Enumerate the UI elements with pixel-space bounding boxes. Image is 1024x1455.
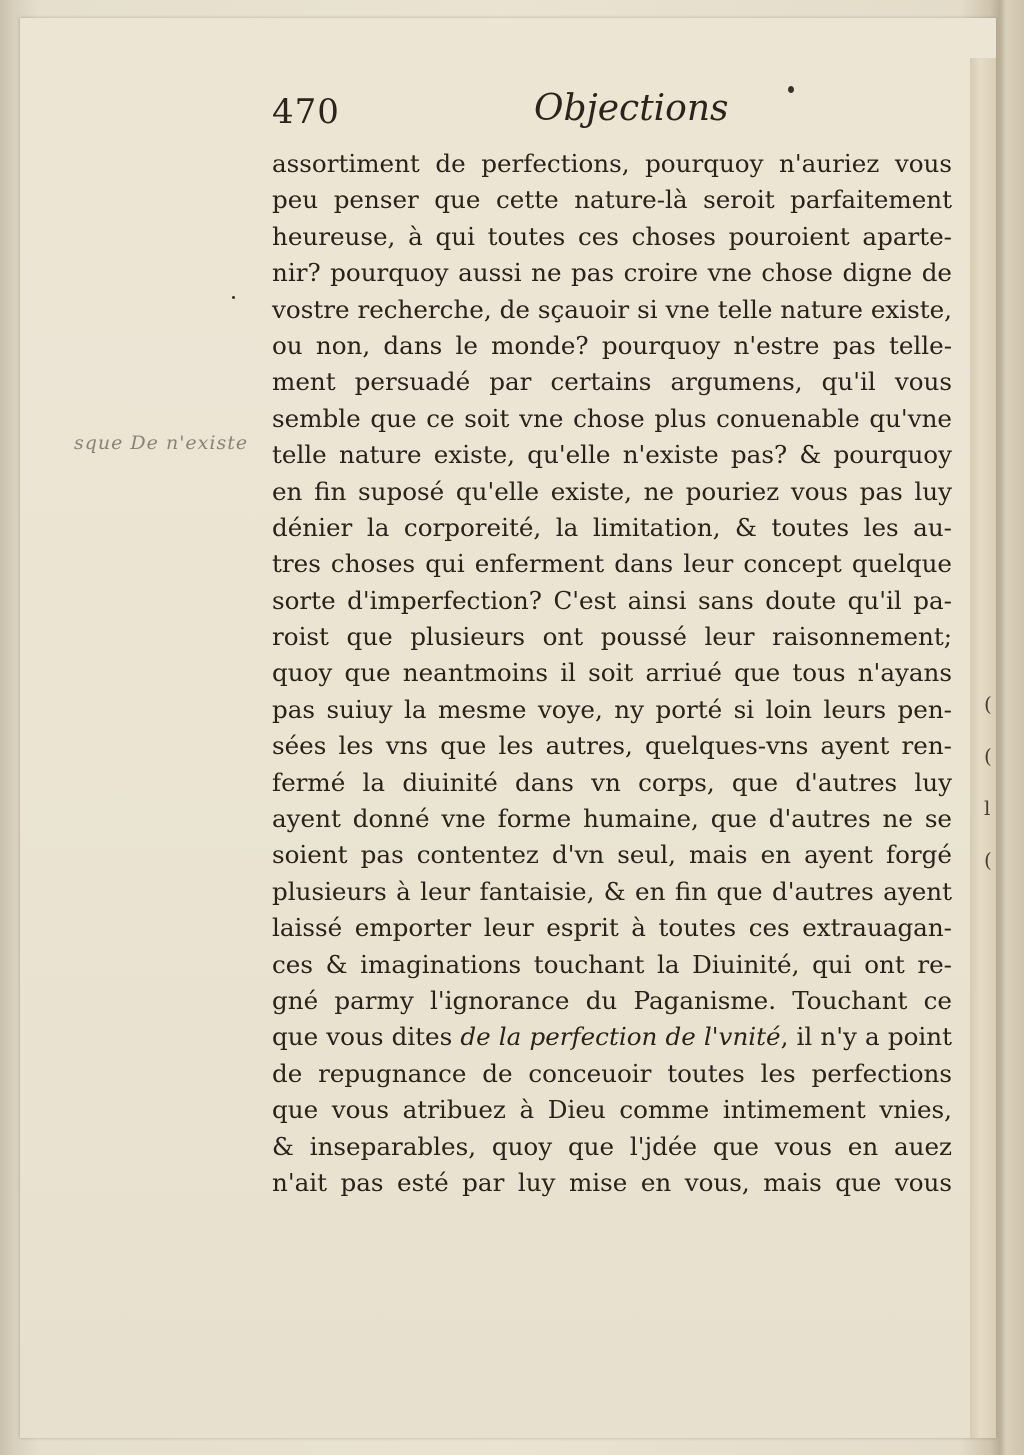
next-page-edge <box>970 58 996 1438</box>
text-line: laissé emporter leur esprit à toutes ces extrauagan- <box>272 913 952 943</box>
text-line: roist que plusieurs ont poussé leur raisonnement; <box>272 622 952 652</box>
text-line: quoy que neantmoins il soit arriué que tous n'ayans <box>272 658 952 688</box>
text-line: dénier la corporeité, la limitation, & toutes les au- <box>272 512 952 542</box>
text-line: gné parmy l'ignorance du Paganisme. Touchant ce <box>272 985 952 1015</box>
running-title: Objections <box>534 88 729 129</box>
edge-mark: ( <box>984 848 992 872</box>
text-line: assortiment de perfections, pourquoy n'auriez vous <box>272 149 952 178</box>
text-line: telle nature existe, qu'elle n'existe pas? & pourquoy <box>272 440 952 470</box>
text-line: ces & imaginations touchant la Diuinité, qui ont re- <box>272 949 952 979</box>
edge-bleed-marks <box>984 678 994 886</box>
text-line: n'ait pas esté par luy mise en vous, mais que vous <box>272 1167 952 1197</box>
text-line: fermé la diuinité dans vn corps, que d'autres luy <box>272 767 952 797</box>
edge-mark: ( <box>984 744 992 768</box>
text-segment: , il n'y a point <box>780 1022 952 1052</box>
text-line: pas suiuy la mesme voye, ny porté si loin leurs pen- <box>272 694 952 724</box>
text-line: ayent donné vne forme humaine, que d'autres ne se <box>272 804 952 834</box>
text-line: ou non, dans le monde? pourquoy n'estre pas telle- <box>272 330 952 360</box>
text-line: tres choses qui enferment dans leur concept quelque <box>272 549 952 579</box>
page-number: 470 <box>272 92 340 132</box>
body-text <box>272 146 952 1201</box>
text-line: heureuse, à qui toutes ces choses pouroient aparte- <box>272 221 952 251</box>
ink-spot <box>232 296 235 299</box>
text-line: de repugnance de conceuoir toutes les perfections <box>272 1058 952 1088</box>
text-line: soient pas contentez d'vn seul, mais en ayent forgé <box>272 840 952 870</box>
text-line: nir? pourquoy aussi ne pas croire vne chose digne de <box>272 258 952 288</box>
edge-mark: ( <box>984 692 992 716</box>
text-line: & inseparables, quoy que l'jdée que vous en auez <box>272 1131 952 1161</box>
text-segment: que vous dites <box>272 1022 461 1052</box>
text-line: sorte d'imperfection? C'est ainsi sans doute qu'il pa- <box>272 585 952 615</box>
handwritten-margin-note: sque De n'existe <box>74 432 249 454</box>
text-line-with-italic <box>272 1019 952 1055</box>
text-line: plusieurs à leur fantaisie, & en fin que d'autres ayent <box>272 876 952 906</box>
text-line: semble que ce soit vne chose plus conuenable qu'vne <box>272 403 952 433</box>
text-line: vostre recherche, de sçauoir si vne telle nature existe, <box>272 294 952 324</box>
edge-mark: l <box>984 796 991 820</box>
text-line: sées les vns que les autres, quelques-vns ayent ren- <box>272 731 952 761</box>
page-header <box>272 88 952 138</box>
text-line: que vous atribuez à Dieu comme intimement vnies, <box>272 1095 952 1125</box>
italic-quotation: de la perfection de l'vnité <box>460 1022 781 1052</box>
text-line: ment persuadé par certains argumens, qu'il vous <box>272 367 952 397</box>
text-line: peu penser que cette nature-là seroit parfaitement <box>272 185 952 215</box>
text-line: en fin suposé qu'elle existe, ne pouriez vous pas luy <box>272 476 952 506</box>
